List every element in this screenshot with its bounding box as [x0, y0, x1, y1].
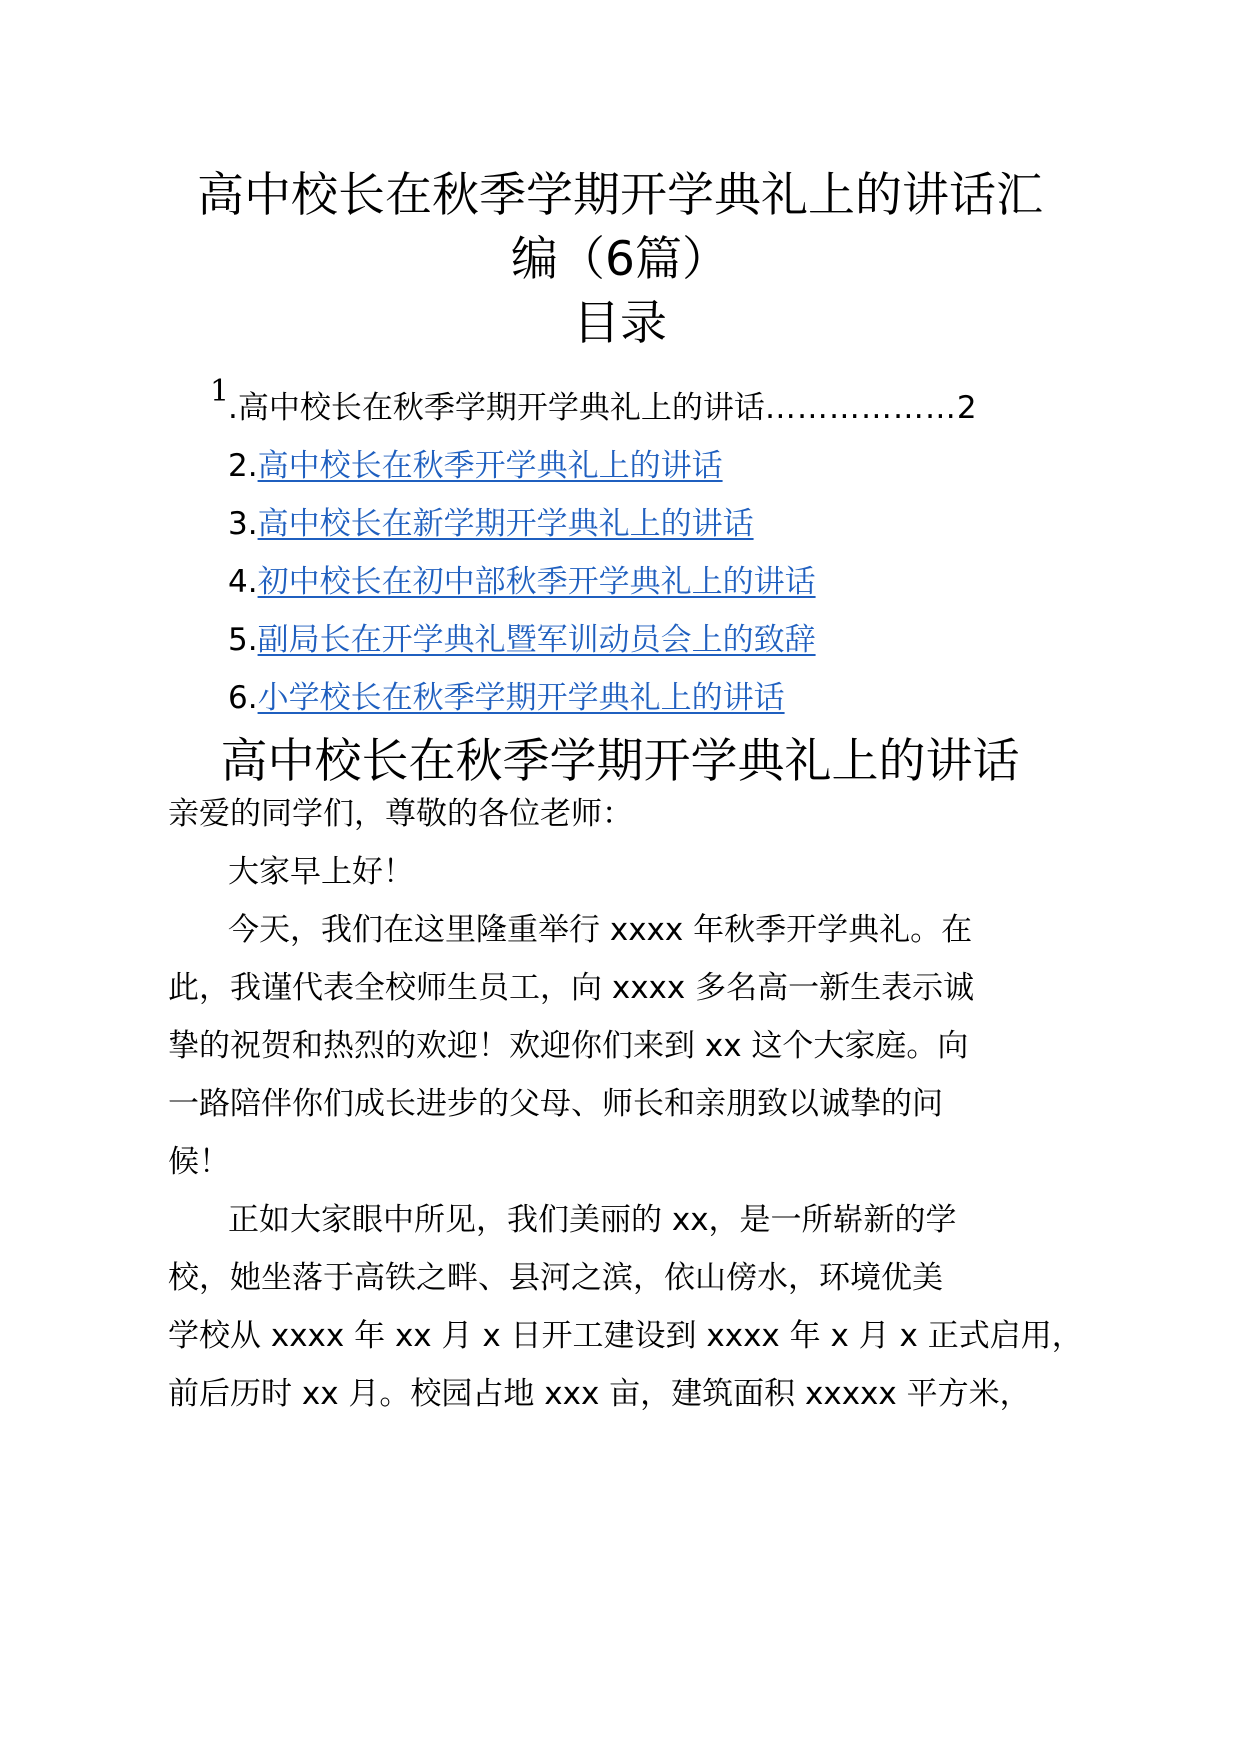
toc-link[interactable]: 初中校长在初中部秋季开学典礼上的讲话 [257, 564, 816, 600]
body-line: 前后历时 xx 月。校园占地 xxx 亩，建筑面积 xxxxx 平方米， [168, 1376, 1031, 1412]
body-line: 校，她坐落于高铁之畔、县河之滨，依山傍水，环境优美 [168, 1260, 943, 1296]
body-line: 此，我谨代表全校师生员工，向 xxxx 多名高一新生表示诚 [168, 970, 975, 1006]
toc-item-5[interactable] [228, 618, 816, 662]
document-title-line-2: 编（6篇） [511, 232, 729, 287]
toc-link[interactable]: 小学校长在秋季学期开学典礼上的讲话 [257, 680, 785, 716]
toc-item-number: 3. [228, 506, 258, 542]
toc-link[interactable]: 高中校长在新学期开学典礼上的讲话 [257, 506, 754, 542]
document-title-line-1: 高中校长在秋季学期开学典礼上的讲话汇 [197, 168, 1043, 223]
toc-item-6[interactable] [228, 676, 785, 720]
toc-link[interactable]: 副局长在开学典礼暨军训动员会上的致辞 [257, 622, 816, 658]
toc-list-marker: 1 [210, 374, 230, 409]
toc-page-number: 2 [956, 390, 977, 426]
toc-item-label: 高中校长在秋季学期开学典礼上的讲话 [237, 390, 765, 426]
greeting: 大家早上好！ [228, 854, 414, 890]
toc-link[interactable]: 高中校长在秋季开学典礼上的讲话 [257, 448, 723, 484]
body-line: 候！ [168, 1144, 230, 1180]
toc-item-number: 2. [228, 448, 258, 484]
toc-item-1[interactable] [228, 386, 977, 430]
section-title: 高中校长在秋季学期开学典礼上的讲话 [220, 734, 1020, 789]
toc-leader-dots: ……………… [764, 390, 957, 426]
toc-item-2[interactable] [228, 444, 723, 488]
body-line: 一路陪伴你们成长进步的父母、师长和亲朋致以诚挚的问 [168, 1086, 943, 1122]
toc-item-number: . [228, 390, 238, 426]
body-line: 正如大家眼中所见，我们美丽的 xx，是一所崭新的学 [228, 1202, 957, 1238]
toc-item-number: 5. [228, 622, 258, 658]
toc-heading: 目录 [573, 296, 667, 351]
toc-item-number: 4. [228, 564, 258, 600]
toc-item-number: 6. [228, 680, 258, 716]
body-line: 学校从 xxxx 年 xx 月 x 日开工建设到 xxxx 年 x 月 x 正式启用， [168, 1318, 1083, 1354]
body-line: 挚的祝贺和热烈的欢迎！欢迎你们来到 xx 这个大家庭。向 [168, 1028, 969, 1064]
toc-item-3[interactable] [228, 502, 754, 546]
salutation: 亲爱的同学们，尊敬的各位老师： [168, 796, 633, 832]
body-line: 今天，我们在这里隆重举行 xxxx 年秋季开学典礼。在 [228, 912, 973, 948]
toc-item-4[interactable] [228, 560, 816, 604]
